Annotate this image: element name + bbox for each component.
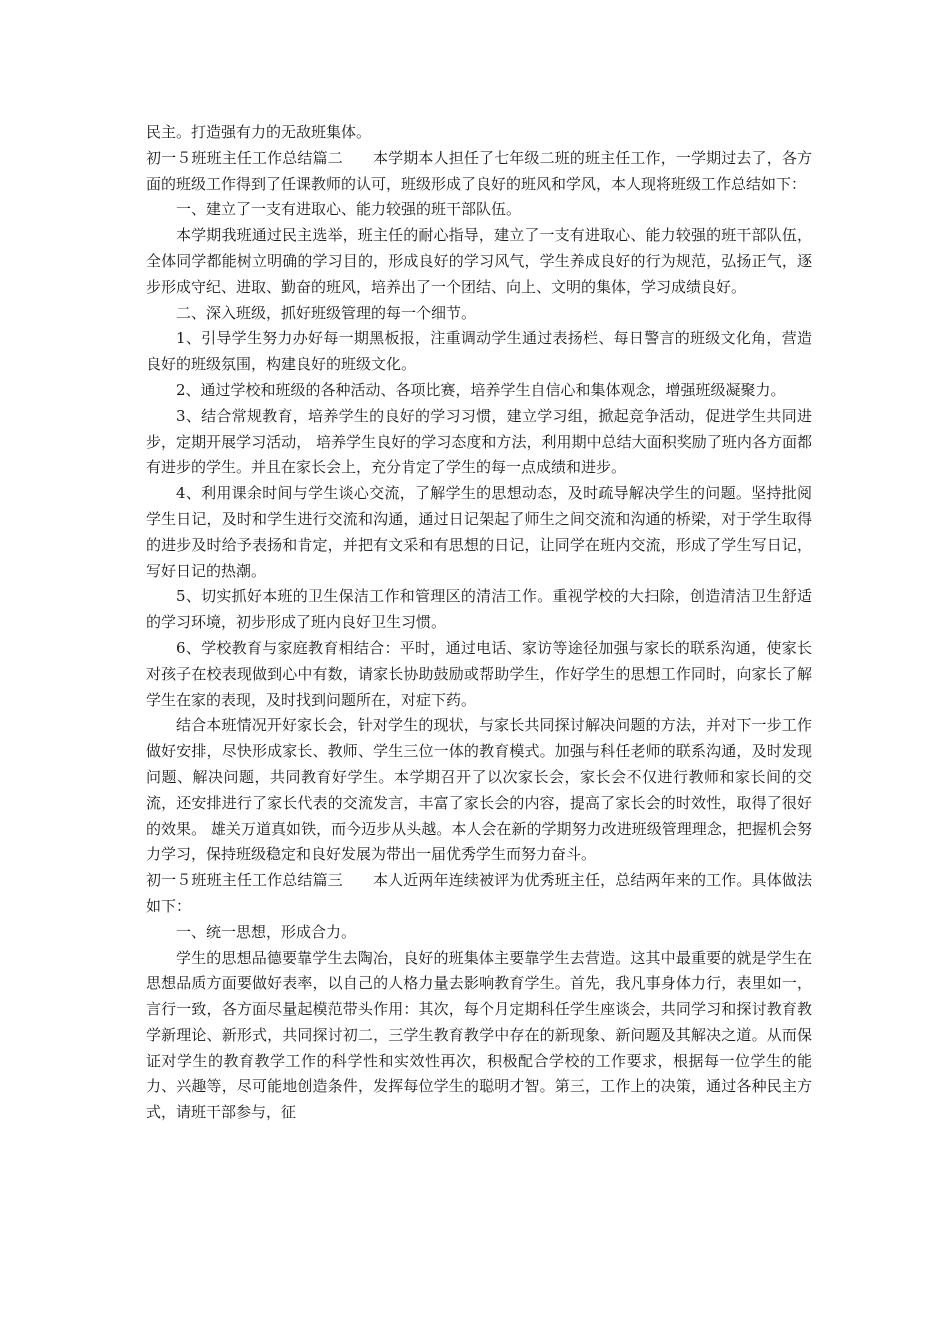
paragraph-point-two-heading: 二、深入班级，抓好班级管理的每一个细节。 (176, 303, 477, 322)
paragraph-unify-thought-body: 学生的思想品德要靠学生去陶冶，良好的班集体主要靠学生去营造。这其中最重要的就是学生在思想品质方面要做好表率，以自己的人格力量去影响教育学生。首先，我凡事身体力行，表里如一，言行一致，各方面尽量起模范带头作用：其次，每个月定期科任学生座谈会，共同学习和探讨教育教学新理论、新形式，共同探讨初二，三学生教育教学中存在的新现象、新问题及其解决之道。从而保证对学生的教育教学工作的科学性和实效性再次，积极配合学校的工作要求，根据每一位学生的能力、兴趣等，尽可能地创造条件，发挥每位学生的聪明才智。第三，工作上的决策，通过各种民主方式，请班干部参与，征 (146, 948, 812, 1122)
paragraph-point-one-body: 本学期我班通过民主选举，班主任的耐心指导，建立了一支有进取心、能力较强的班干部队伍，全体同学都能树立明确的学习目的，形成良好的学习风气，学生养成良好的行为规范，弘扬正气，逐步形成守纪、进取、勤奋的班风，培养出了一个团结、向上、文明的集体，学习成绩良好。 (146, 226, 812, 296)
paragraph-item-6: 6、学校教育与家庭教育相结合：平时，通过电话、家访等途径加强与家长的联系沟通，使家长对孩子在校表现做到心中有数，请家长协助鼓励或帮助学生，作好学生的思想工作同时，向家长了解学生在家的表现，及时找到问题所在，对症下药。 (146, 638, 812, 709)
section-heading-part-three: 初一５班班主任工作总结篇三 (146, 871, 343, 890)
document-page (146, 120, 812, 1126)
section-intro-part-two: 本学期本人担任了七年级二班的班主任工作，一学期过去了，各方面的班级工作得到了任课教师的认可，班级形成了良好的班风和学风，本人现将班级工作总结如下： (146, 148, 812, 193)
paragraph-item-5: 5、切实抓好本班的卫生保洁工作和管理区的清洁工作。重视学校的大扫除，创造清洁卫生舒适的学习环境，初步形成了班内良好卫生习惯。 (146, 587, 812, 632)
section-paragraph-part-three (146, 868, 812, 920)
section-heading-part-two: 初一５班班主任工作总结篇二 (146, 148, 343, 167)
paragraph-item-2: 2、通过学校和班级的各种活动、各项比赛，培养学生自信心和集体观念，增强班级凝聚力。 (176, 380, 786, 399)
paragraph-item-4: 4、利用课余时间与学生谈心交流，了解学生的思想动态，及时疏导解决学生的问题。坚持批阅学生日记，及时和学生进行交流和沟通，通过日记架起了师生之间交流和沟通的桥梁，对于学生取得的进步及时给予表扬和肯定，并把有文采和有思想的日记，让同学在班内交流，形成了学生写日记，写好日记的热潮。 (146, 484, 812, 580)
paragraph-unify-thought-heading: 一、统一思想，形成合力。 (176, 922, 357, 941)
section-intro-part-three: 本人近两年连续被评为优秀班主任，总结两年来的工作。具体做法如下： (146, 871, 812, 915)
paragraph-item-3: 3、结合常规教育，培养学生的良好的学习习惯，建立学习组，掀起竞争活动，促进学生共同进步，定期开展学习活动， 培养学生良好的学习态度和方法，利用期中总结大面积奖励了班内各方面都有进步的学生。并且在家长会上，充分肯定了学生的每一点成绩和进步。 (146, 406, 812, 477)
paragraph-point-one-heading: 一、建立了一支有进取心、能力较强的班干部队伍。 (176, 200, 522, 219)
paragraph-parent-meeting: 结合本班情况开好家长会，针对学生的现状，与家长共同探讨解决问题的方法，并对下一步工作做好安排，尽快形成家长、教师、学生三位一体的教育模式。加强与科任老师的联系沟通，及时发现问题、解决问题，共同教育好学生。本学期召开了以次家长会，家长会不仅进行教师和家长间的交流，还安排进行了家长代表的交流发言，丰富了家长会的内容，提高了家长会的时效性，取得了很好的效果。 雄关万道真如铁，而今迈步从头越。本人会在新的学期努力改进班级管理理念，把握机会努力学习，保持班级稳定和良好发展为带出一届优秀学生而努力奋斗。 (146, 716, 812, 864)
paragraph-continuation: 民主。打造强有力的无敌班集体。 (146, 123, 372, 141)
paragraph-item-1: 1、引导学生努力办好每一期黑板报，注重调动学生通过表扬栏、每日警言的班级文化角，营造良好的班级氛围，构建良好的班级文化。 (146, 329, 812, 374)
section-paragraph-part-two (146, 146, 812, 198)
